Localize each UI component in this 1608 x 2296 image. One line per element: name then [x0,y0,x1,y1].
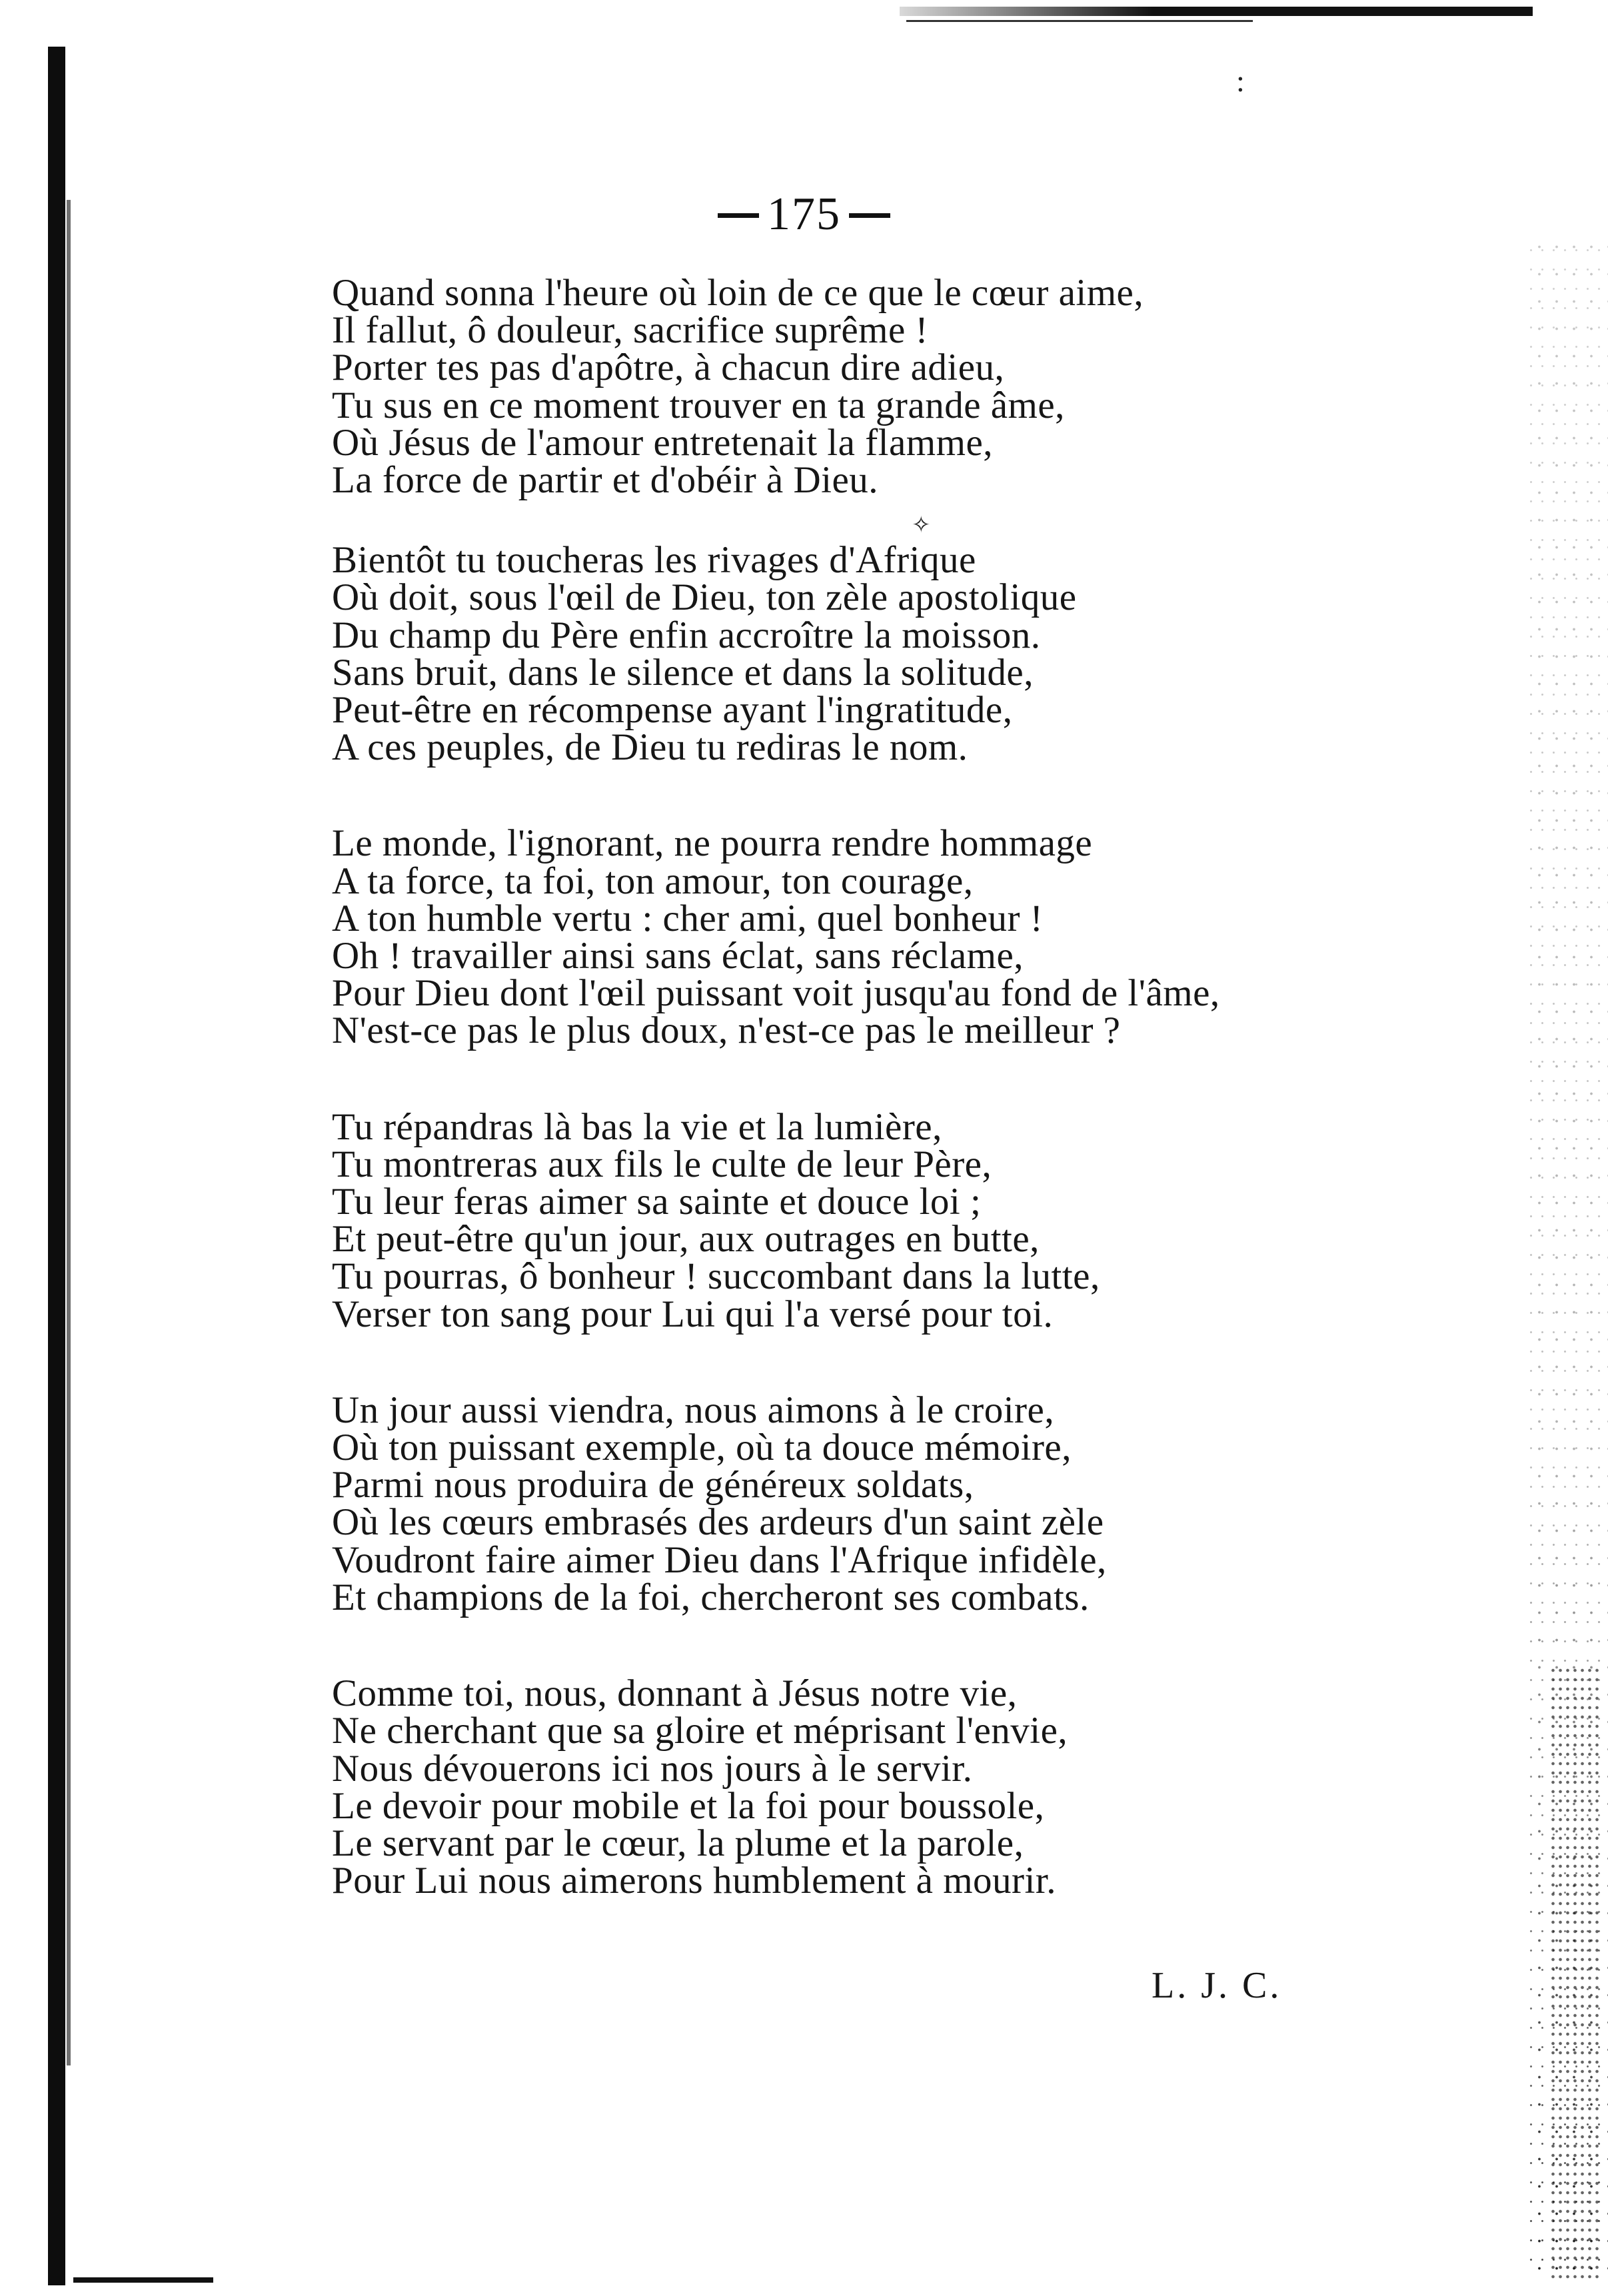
poem-line: Peut-être en récompense ayant l'ingratitude, [332,689,1013,732]
poem-line: Le servant par le cœur, la plume et la parole, [332,1822,1024,1864]
stanza-3 [332,822,1411,1052]
poem-line: Oh ! travailler ainsi sans éclat, sans réclame, [332,935,1024,977]
poem-line: Tu pourras, ô bonheur ! succombant dans la lutte, [332,1255,1100,1298]
poem-line: A ta force, ta foi, ton amour, ton courage, [332,860,974,902]
page-number-text: 175 [767,189,841,240]
poem-line: Où ton puissant exemple, où ta douce mémoire, [332,1427,1072,1469]
stanza-4 [332,1105,1411,1335]
stanza-6 [332,1672,1411,1902]
poem-line: Il fallut, ô douleur, sacrifice suprême ! [332,309,929,352]
scan-binding-edge [48,47,65,2285]
page-number-dash-right [849,213,890,218]
poem-line: Tu répandras là bas la vie et la lumière, [332,1105,942,1148]
poem-line: Où doit, sous l'œil de Dieu, ton zèle apostolique [332,576,1077,619]
page-number [0,188,1608,241]
poem-line: Du champ du Père enfin accroître la moisson. [332,614,1041,656]
poem-line: Le monde, l'ignorant, ne pourra rendre hommage [332,822,1093,865]
poem-line: Tu leur feras aimer sa sainte et douce loi ; [332,1181,982,1223]
poem-line: Le devoir pour mobile et la foi pour boussole, [332,1784,1045,1827]
poem-line: Ne cherchant que sa gloire et méprisant l'envie, [332,1710,1068,1752]
author-signature: L. J. C. [1152,1965,1282,2006]
poem-line: N'est-ce pas le plus doux, n'est-ce pas le meilleur ? [332,1009,1121,1052]
poem-line: Tu montreras aux fils le culte de leur Père, [332,1143,992,1185]
poem-line: Tu sus en ce moment trouver en ta grande âme, [332,384,1065,426]
poem-line: Pour Dieu dont l'œil puissant voit jusqu'au fond de l'âme, [332,972,1220,1015]
page-number-dash-left [718,213,759,218]
scan-speck: : [1236,64,1245,98]
poem-line: Quand sonna l'heure où loin de ce que le cœur aime, [332,272,1144,314]
poem [332,272,1411,1958]
poem-line: Et peut-être qu'un jour, aux outrages en butte, [332,1218,1040,1261]
stanza-1 [332,272,1411,502]
poem-line: Où les cœurs embrasés des ardeurs d'un saint zèle [332,1501,1104,1544]
poem-line: Comme toi, nous, donnant à Jésus notre vie, [332,1672,1018,1715]
scan-right-edge-dense-noise [1549,1666,1603,2279]
poem-line: La force de partir et d'obéir à Dieu. [332,459,879,502]
poem-line: A ces peuples, de Dieu tu rediras le nom. [332,726,968,769]
scan-binding-shadow [67,200,71,2065]
scan-bottom-mark [73,2277,213,2283]
poem-line: Sans bruit, dans le silence et dans la solitude, [332,651,1034,694]
stanza-2 [332,539,1411,769]
poem-line: Nous dévouerons ici nos jours à le servir. [332,1747,973,1790]
poem-line: Un jour aussi viendra, nous aimons à le croire, [332,1389,1055,1431]
poem-line: Pour Lui nous aimerons humblement à mourir. [332,1860,1056,1902]
stanza-separator-ornament: ✧ [912,513,931,538]
stanza-5 [332,1389,1411,1618]
poem-line: Et champions de la foi, chercheront ses combats. [332,1576,1090,1618]
poem-line: A ton humble vertu : cher ami, quel bonheur ! [332,897,1044,939]
scan-top-rule [900,7,1533,16]
poem-line: Bientôt tu toucheras les rivages d'Afrique [332,539,976,582]
poem-line: Où Jésus de l'amour entretenait la flamme, [332,421,994,464]
poem-line: Porter tes pas d'apôtre, à chacun dire adieu, [332,346,1005,389]
poem-line: Parmi nous produira de généreux soldats, [332,1464,974,1506]
poem-line: Verser ton sang pour Lui qui l'a versé pour toi. [332,1293,1054,1335]
poem-line: Voudront faire aimer Dieu dans l'Afrique infidèle, [332,1538,1107,1581]
scan-top-rule-thin [906,20,1253,22]
